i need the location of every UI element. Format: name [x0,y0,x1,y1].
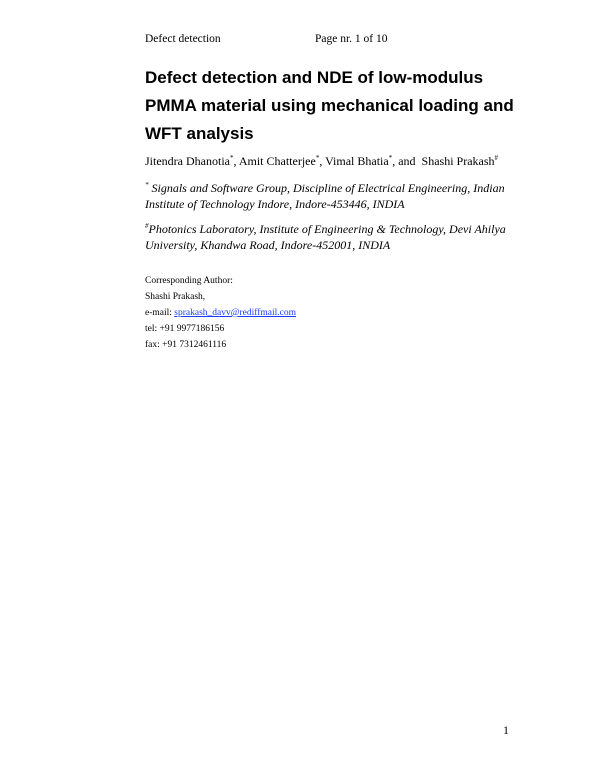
page-number: 1 [503,723,509,737]
affiliation-text: Photonics Laboratory, Institute of Engineering & Technology, Devi Ahilya [148,222,506,236]
author: Shashi Prakash [421,154,495,168]
affiliation-1 [145,177,505,212]
author: Jitendra Dhanotia [145,154,230,168]
affiliation-mark: * [145,181,149,189]
corresponding-label: Corresponding Author: [145,276,233,286]
affiliation-text: Institute of Technology Indore, Indore-453446, INDIA [145,197,405,211]
separator: , [319,154,326,168]
corresponding-tel: tel: +91 9977186156 [145,324,225,334]
corresponding-name: Shashi Prakash, [145,292,206,302]
separator: , and [392,154,422,168]
title-line: Defect detection and NDE of low-modulus [145,68,484,87]
corresponding-fax: fax: +91 7312461116 [145,340,227,350]
affiliation-mark: # [145,222,149,230]
running-header-page: Page nr. 1 of 10 [315,33,388,45]
affiliation-2 [145,218,506,253]
author: Vimal Bhatia [325,154,389,168]
affiliation-text: Signals and Software Group, Discipline of Electrical Engineering, Indian [148,181,505,195]
title-line: PMMA material using mechanical loading and [145,96,514,115]
email-label: e-mail: [145,308,175,318]
affiliation-mark: # [494,154,499,162]
affiliation-mark: * [229,154,234,162]
corresponding-email [145,308,296,318]
author-list [145,154,498,169]
running-header-title: Defect detection [145,33,221,45]
separator: , [233,154,239,168]
affiliation-text: University, Khandwa Road, Indore-452001, INDIA [145,238,391,252]
title-line: WFT analysis [145,124,254,143]
affiliation-mark: * [315,154,320,162]
email-link[interactable]: sprakash_davv@rediffmail.com [174,308,297,318]
paper-title [145,64,514,148]
affiliation-mark: * [388,154,393,162]
author: Amit Chatterjee [238,154,316,168]
